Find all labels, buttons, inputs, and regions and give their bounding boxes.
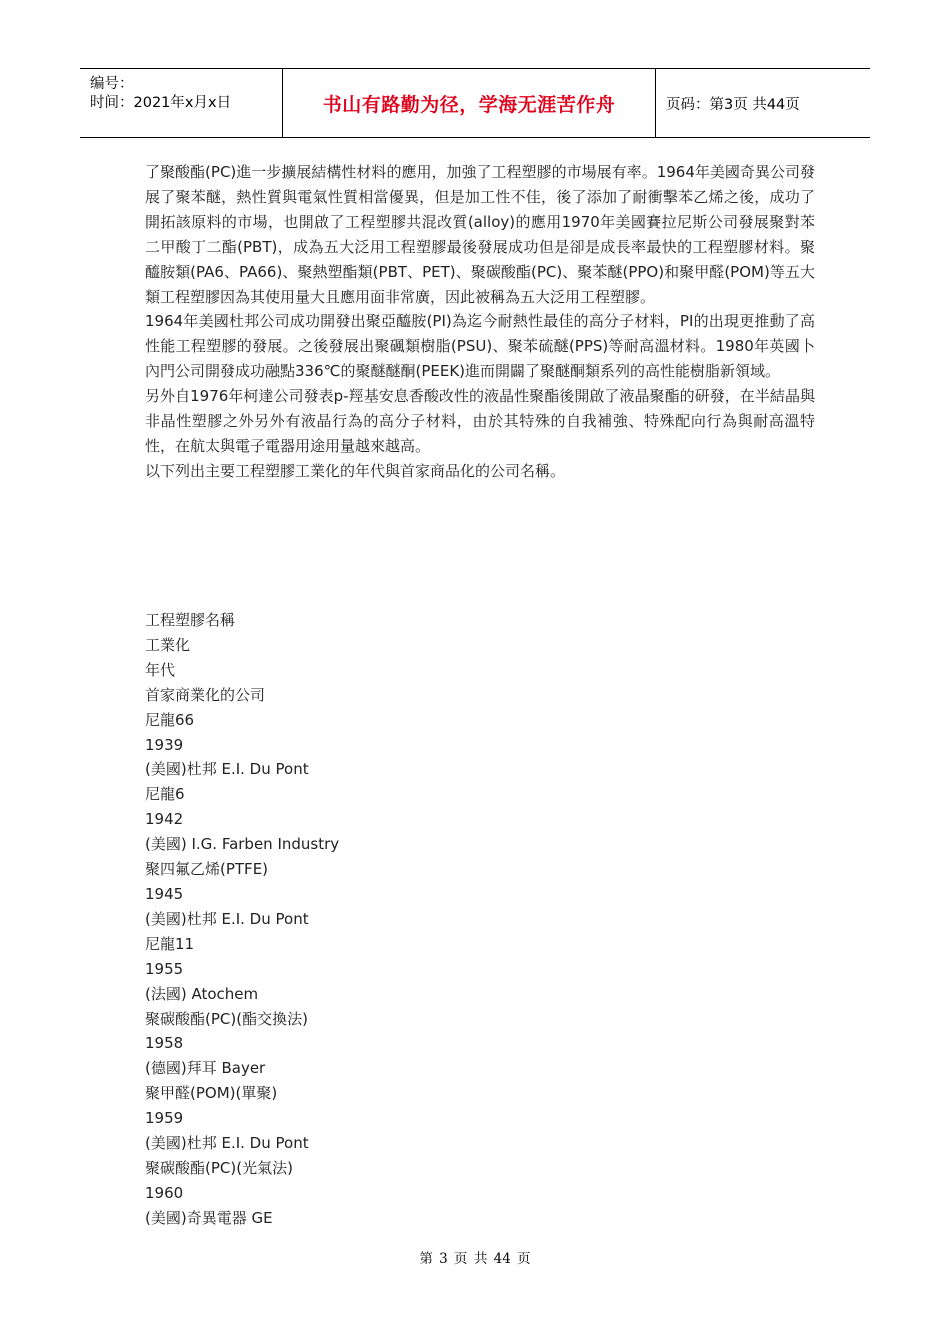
paragraph: 1964年美國杜邦公司成功開發出聚亞醯胺(PI)為迄今耐熱性最佳的高分子材料，PI的出現更推動了高性能工程塑膠的發展。之後發展出聚碸類樹脂(PSU)、聚苯硫醚(PPS)等耐高溫材料。1980年英國卜內門公司開發成功融點336℃的聚醚醚酮(PEEK)進而開闢了聚醚酮類系列的高性能樹脂新領域。 <box>145 312 815 381</box>
table-cell-year: 1959 <box>145 1109 184 1128</box>
engineering-plastics-table <box>145 608 645 1231</box>
table-cell-name: 聚碳酸酯(PC)(酯交換法) <box>145 1009 308 1028</box>
table-cell-year: 1958 <box>145 1034 184 1053</box>
table-cell-company: (德國)拜耳 Bayer <box>145 1059 266 1078</box>
paragraph: 以下列出主要工程塑膠工業化的年代與首家商品化的公司名稱。 <box>145 461 566 480</box>
table-cell-company: (美國)奇異電器 GE <box>145 1208 273 1227</box>
document-number-label: 编号： <box>90 76 134 92</box>
table-cell-company: (法國) Atochem <box>145 984 259 1003</box>
table-header-cell: 工業化 <box>145 635 191 654</box>
header-motto: 书山有路勤为径，学海无涯苦作舟 <box>322 93 616 116</box>
paragraph: 另外自1976年柯達公司發表p-羥基安息香酸改性的液晶性聚酯後開啟了液晶聚酯的研發，在半結晶與非晶性塑膠之外另外有液晶行為的高分子材料，由於其特殊的自我補強、特殊配向行為與耐高溫特性，在航太與電子電器用途用量越來越高。 <box>145 387 815 455</box>
table-cell-company: (美國)杜邦 E.I. Du Pont <box>145 760 309 779</box>
table-cell-year: 1939 <box>145 735 184 754</box>
paragraph: 了聚酸酯(PC)進一步擴展結構性材料的應用，加強了工程塑膠的市場展有率。1964年美國奇異公司發展了聚苯醚，熱性質與電氣性質相當優異，但是加工性不佳，後了添加了耐衝擊苯乙烯之後，成功了開拓該原料的市場，也開啟了工程塑膠共混改質(alloy)的應用1970年美國賽拉尼斯公司發展聚對苯二甲酸丁二酯(PBT)，成為五大泛用工程塑膠最後發展成功但是卻是成長率最快的工程塑膠材料。聚醯胺類(PA6、PA66)、聚熱塑酯類(PBT、PET)、聚碳酸酯(PC)、聚苯醚(PPO)和聚甲醛(POM)等五大類工程塑膠因為其使用量大且應用面非常廣，因此被稱為五大泛用工程塑膠。 <box>145 163 815 306</box>
header-page-code: 页码：第3页 共44页 <box>666 96 800 113</box>
table-cell-company: (美國)杜邦 E.I. Du Pont <box>145 909 309 928</box>
table-cell-year: 1955 <box>145 959 184 978</box>
table-header-cell: 首家商業化的公司 <box>145 685 266 704</box>
table-cell-name: 尼龍6 <box>145 785 185 804</box>
table-cell-name: 聚四氟乙烯(PTFE) <box>145 860 269 879</box>
table-cell-company: (美國) I.G. Farben Industry <box>145 835 340 854</box>
page-footer: 第 3 页 共 44 页 <box>419 1251 531 1267</box>
header-page-cell <box>656 69 870 137</box>
table-cell-year: 1942 <box>145 810 184 829</box>
table-cell-name: 尼龍11 <box>145 934 195 953</box>
body-text <box>145 160 815 484</box>
header-motto-cell <box>283 69 656 137</box>
table-cell-name: 尼龍66 <box>145 710 195 729</box>
document-date-label: 时间：2021年x月x日 <box>90 95 232 111</box>
header-meta-cell <box>80 69 283 137</box>
table-cell-year: 1960 <box>145 1183 184 1202</box>
table-cell-name: 聚碳酸酯(PC)(光氣法) <box>145 1158 293 1177</box>
table-header-cell: 工程塑膠名稱 <box>145 611 236 629</box>
table-cell-company: (美國)杜邦 E.I. Du Pont <box>145 1134 309 1153</box>
table-header-cell: 年代 <box>145 660 176 679</box>
page-header <box>80 68 870 138</box>
table-cell-name: 聚甲醛(POM)(單聚) <box>145 1084 278 1103</box>
table-cell-year: 1945 <box>145 884 184 903</box>
